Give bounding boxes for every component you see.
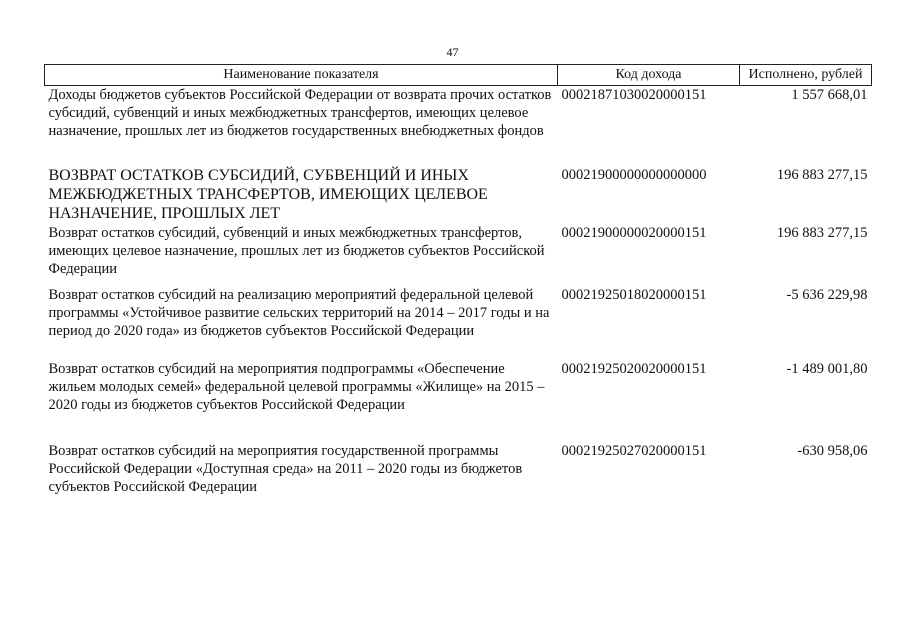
column-header-name: Наименование показателя bbox=[45, 65, 558, 86]
indicator-name: Возврат остатков субсидий на мероприятия подпрограммы «Обеспечение жильем молодых семей» федеральной целевой программы «Жилище» на 2015 – 2020 годы из бюджетов субъектов Российской Федерации bbox=[48, 361, 545, 413]
indicator-name: Возврат остатков субсидий на мероприятия государственной программы Российской Федерации «Доступная среда» на 2011 – 2020 годы из бюджетов субъектов Российской Федерации bbox=[48, 443, 523, 495]
income-table bbox=[44, 64, 872, 502]
table-row bbox=[45, 360, 872, 442]
executed-amount: -1 489 001,80 bbox=[786, 361, 868, 377]
header-row bbox=[45, 65, 872, 86]
table-row bbox=[45, 86, 872, 167]
income-code: 00021900000020000151 bbox=[561, 225, 707, 241]
indicator-name: Доходы бюджетов субъектов Российской Федерации от возврата прочих остатков субсидий, субвенций и иных межбюджетных трансфертов, имеющих целевое назначение, прошлых лет из бюджетов государственных внебюджетных фондов bbox=[48, 87, 552, 139]
page-number: 47 bbox=[446, 45, 459, 59]
table-row bbox=[45, 286, 872, 360]
income-code: 00021925018020000151 bbox=[561, 287, 707, 303]
table-row bbox=[45, 442, 872, 502]
income-code: 00021925027020000151 bbox=[561, 443, 707, 459]
executed-amount: -630 958,06 bbox=[797, 443, 868, 459]
table-row bbox=[45, 224, 872, 286]
indicator-name: Возврат остатков субсидий, субвенций и иных межбюджетных трансфертов, имеющих целевое назначение, прошлых лет из бюджетов субъектов Российской Федерации bbox=[48, 225, 545, 277]
income-code: 00021925020020000151 bbox=[561, 361, 707, 377]
table-row bbox=[45, 166, 872, 224]
indicator-name: Возврат остатков субсидий на реализацию мероприятий федеральной целевой программы «Устойчивое развитие сельских территорий на 2014 – 2017 годы и на период до 2020 года» из бюджетов субъектов Российской Федерации bbox=[48, 287, 550, 339]
executed-amount: 196 883 277,15 bbox=[776, 167, 868, 183]
income-code: 00021900000000000000 bbox=[561, 167, 707, 183]
executed-amount: -5 636 229,98 bbox=[786, 287, 868, 303]
column-header-sum: Исполнено, рублей bbox=[740, 65, 872, 86]
table-header bbox=[45, 65, 872, 86]
table-body bbox=[45, 86, 872, 503]
executed-amount: 196 883 277,15 bbox=[776, 225, 868, 241]
executed-amount: 1 557 668,01 bbox=[791, 87, 868, 103]
indicator-name: ВОЗВРАТ ОСТАТКОВ СУБСИДИЙ, СУБВЕНЦИЙ И ИНЫХ МЕЖБЮДЖЕТНЫХ ТРАНСФЕРТОВ, ИМЕЮЩИХ ЦЕЛЕВОЕ НАЗНАЧЕНИЕ, ПРОШЛЫХ ЛЕТ bbox=[48, 167, 488, 222]
column-header-code: Код дохода bbox=[558, 65, 740, 86]
income-code: 00021871030020000151 bbox=[561, 87, 707, 103]
